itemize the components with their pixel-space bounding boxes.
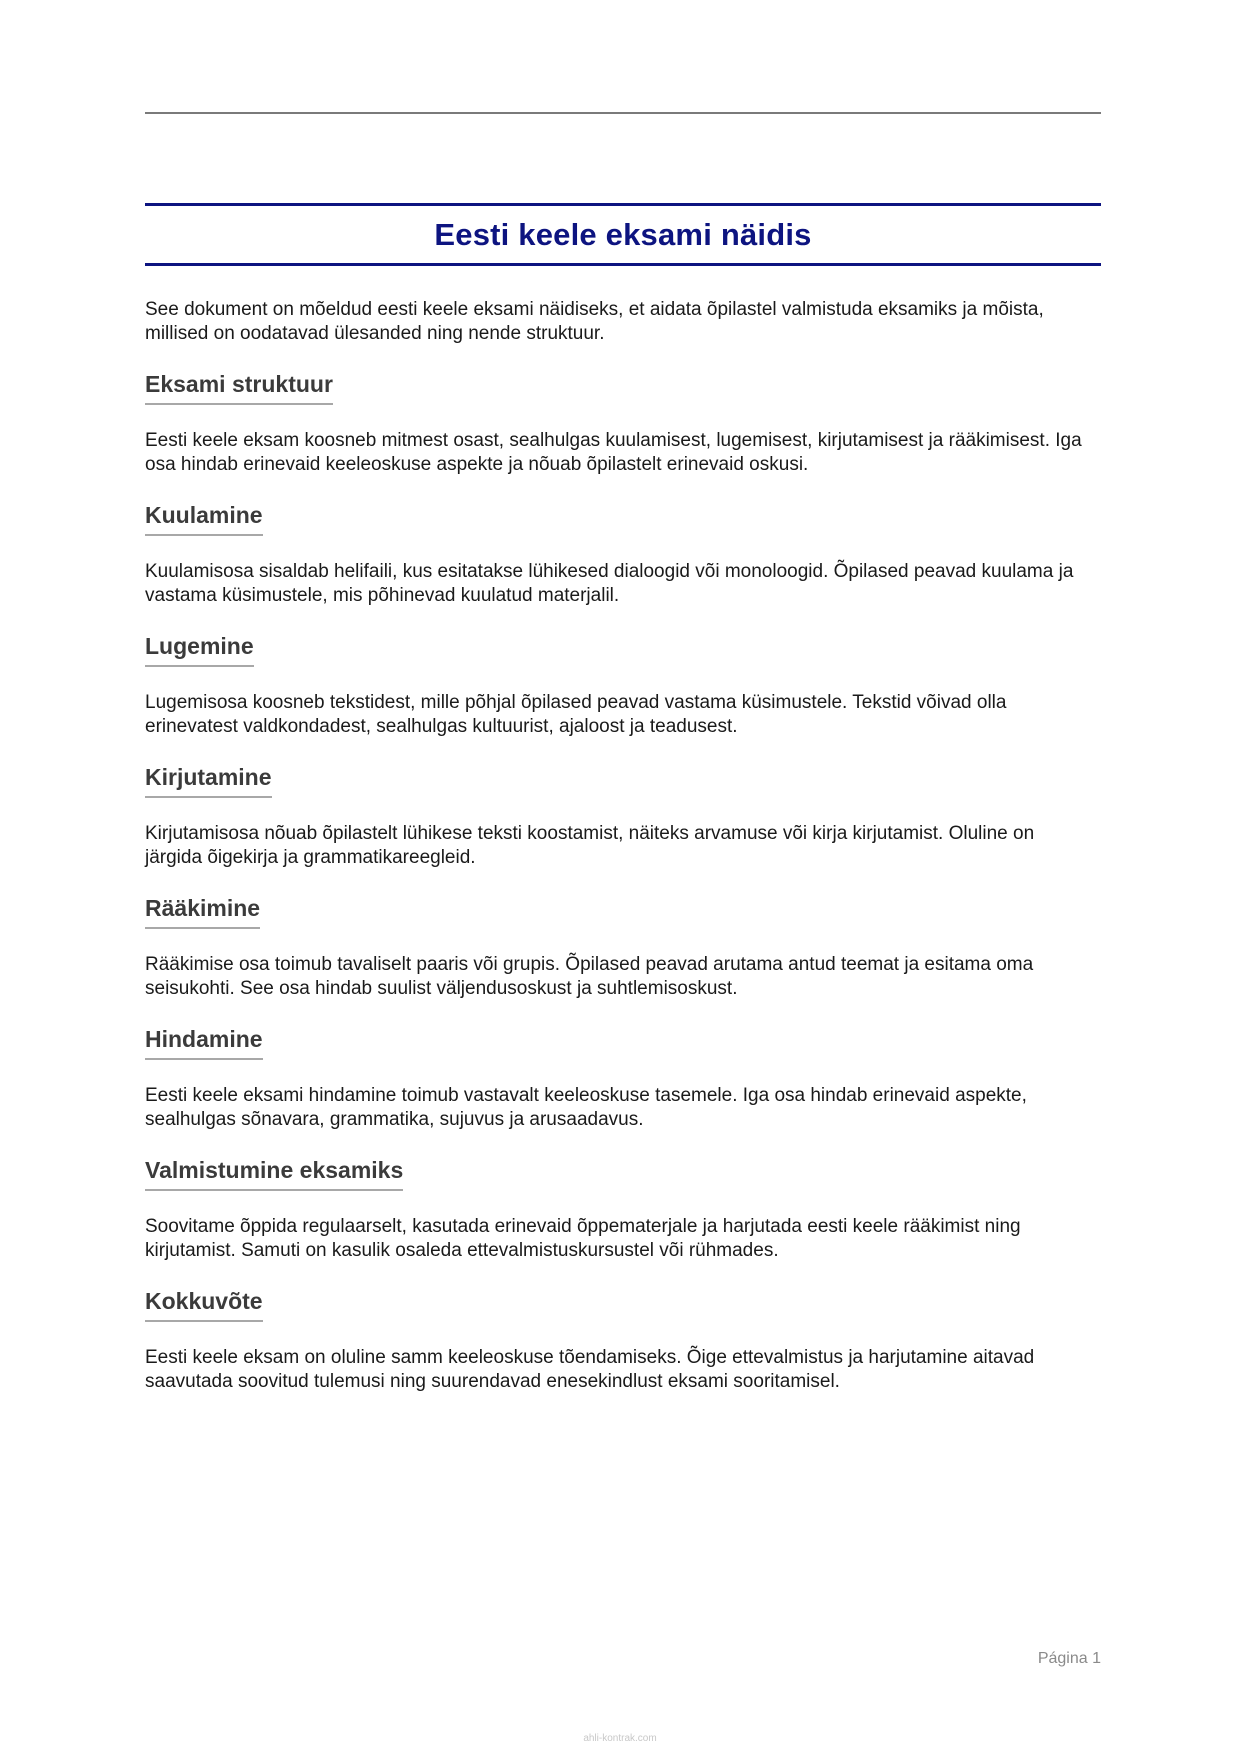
section-text: Eesti keele eksam on oluline samm keeleoskuse tõendamiseks. Õige ettevalmistus ja harjutamine aitavad saavutada soovitud tulemusi ning suurendavad enesekindlust eksami sooritamisel. (145, 1347, 1035, 1392)
page-number: Página 1 (1037, 1650, 1101, 1667)
section-text: Kuulamisosa sisaldab helifaili, kus esitatakse lühikesed dialoogid või monoloogid. Õpilased peavad kuulama ja vastama küsimustele, mis põhinevad kuulatud materjalil. (145, 561, 1074, 606)
section-text: Kirjutamisosa nõuab õpilastelt lühikese teksti koostamist, näiteks arvamuse või kirja kirjutamist. Oluline on järgida õigekirja ja grammatikareegleid. (145, 823, 1035, 868)
section-text: Rääkimise osa toimub tavaliselt paaris või grupis. Õpilased peavad arutama antud teemat ja esitama oma seisukohti. See osa hindab suulist väljendusoskust ja suhtlemisoskust. (145, 954, 1034, 999)
section-heading: Kuulamine (145, 500, 263, 536)
document-title: Eesti keele eksami näidis (434, 216, 812, 252)
section-heading: Rääkimine (145, 893, 260, 929)
section-text: Eesti keele eksami hindamine toimub vastavalt keeleoskuse tasemele. Iga osa hindab erinevaid aspekte, sealhulgas sõnavara, grammatika, sujuvus ja arusaadavus. (145, 1085, 1027, 1130)
section-text: Lugemisosa koosneb tekstidest, mille põhjal õpilased peavad vastama küsimustele. Tekstid võivad olla erinevatest valdkondadest, sealhulgas kultuurist, ajaloost ja teadusest. (145, 692, 1007, 737)
section-heading: Hindamine (145, 1024, 263, 1060)
section-heading: Valmistumine eksamiks (145, 1155, 403, 1191)
section-valmistumine-eksamiks (145, 1155, 1095, 1263)
title-block (145, 203, 1101, 266)
section-hindamine (145, 1024, 1095, 1132)
section-heading: Eksami struktuur (145, 369, 333, 405)
document-body (145, 298, 1095, 1394)
intro-paragraph: See dokument on mõeldud eesti keele eksami näidiseks, et aidata õpilastel valmistuda eksamiks ja mõista, millised on oodatavad ülesanded ning nende struktuur. (145, 299, 1044, 344)
section-raakimine (145, 893, 1095, 1001)
section-kirjutamine (145, 762, 1095, 870)
section-heading: Kokkuvõte (145, 1286, 263, 1322)
top-divider (145, 112, 1101, 114)
section-text: Eesti keele eksam koosneb mitmest osast, sealhulgas kuulamisest, lugemisest, kirjutamisest ja rääkimisest. Iga osa hindab erinevaid keeleoskuse aspekte ja nõuab õpilastelt erinevaid oskusi. (145, 430, 1082, 475)
section-eksami-struktuur (145, 369, 1095, 477)
section-text: Soovitame õppida regulaarselt, kasutada erinevaid õppematerjale ja harjutada eesti keele rääkimist ning kirjutamist. Samuti on kasulik osaleda ettevalmistuskursustel või rühmades. (145, 1216, 1021, 1261)
section-kuulamine (145, 500, 1095, 608)
section-kokkuvote (145, 1286, 1095, 1394)
section-heading: Kirjutamine (145, 762, 272, 798)
section-lugemine (145, 631, 1095, 739)
section-heading: Lugemine (145, 631, 254, 667)
watermark: ahli-kontrak.com (583, 1733, 657, 1744)
